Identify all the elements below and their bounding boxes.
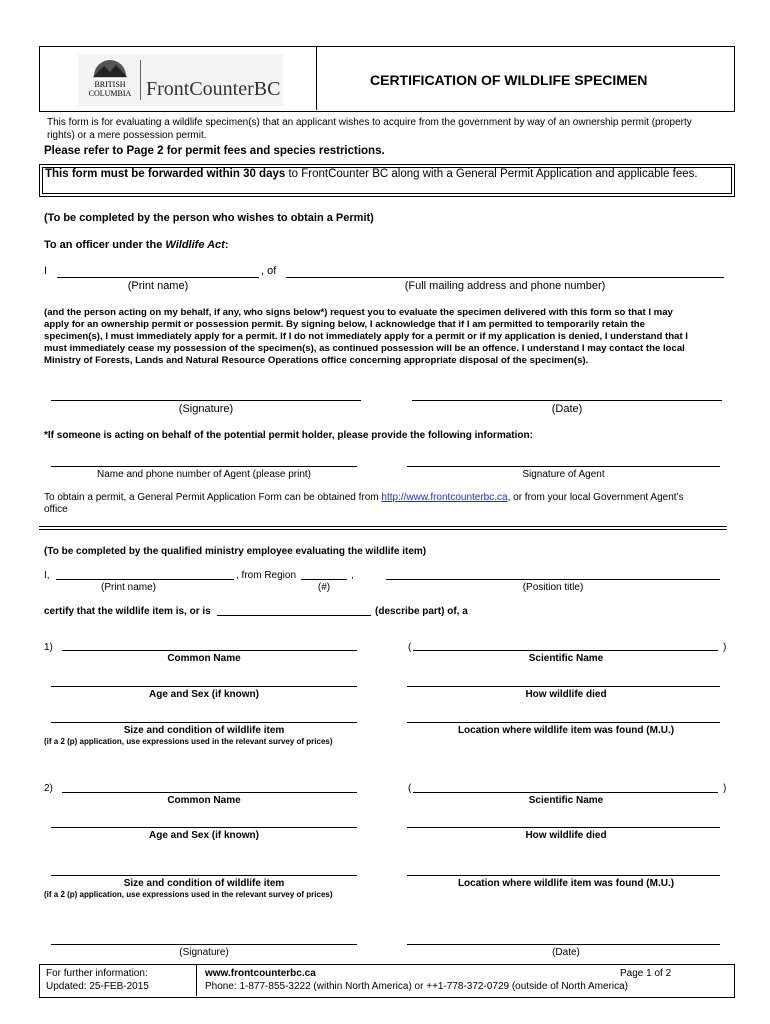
scientific-name-caption: Scientific Name — [528, 795, 604, 806]
obtain-line2: office — [44, 504, 68, 515]
scientific-name-field[interactable] — [413, 650, 718, 651]
region-caption: (#) — [317, 582, 331, 593]
ministry-date-caption: (Date) — [552, 947, 580, 958]
declaration-line: specimen(s), I must immediately apply for a permit. If I do not immediately apply for a permit or if my application is denied, I understand that I — [44, 331, 688, 342]
wildlife-act: Wildlife Act — [165, 239, 225, 251]
applicant-section-heading: (To be completed by the person who wishes to obtain a Permit) — [44, 212, 374, 224]
footer-divider — [196, 964, 197, 996]
position-title-field[interactable] — [386, 579, 720, 580]
location-caption: Location where wildlife item was found (M.U.) — [457, 878, 675, 889]
frontcounter-link[interactable]: http://www.frontcounterbc.ca — [381, 492, 508, 503]
how-died-caption: How wildlife died — [525, 689, 607, 700]
footer-info-label: For further information: — [46, 968, 148, 979]
location-caption: Location where wildlife item was found (M.U.) — [457, 725, 675, 736]
purpose-line2: rights) or a mere possession permit. — [47, 130, 207, 141]
logo-separator — [140, 60, 141, 100]
obtain-prefix: To obtain a permit, a General Permit Application Form can be obtained from — [44, 492, 382, 503]
size-note: (if a 2 (p) application, use expressions used in the relevant survey of prices) — [44, 890, 333, 899]
section-divider — [39, 526, 727, 530]
from-region-label: , from Region — [236, 570, 297, 581]
ministry-signature-field[interactable] — [51, 944, 357, 945]
size-condition-field[interactable] — [51, 875, 357, 876]
paren-close: ) — [723, 783, 727, 794]
sun-mountain-icon — [90, 56, 130, 82]
common-name-field[interactable] — [62, 650, 357, 651]
common-name-field[interactable] — [62, 792, 357, 793]
size-note: (if a 2 (p) application, use expressions used in the relevant survey of prices) — [44, 737, 333, 746]
logo-brand — [146, 78, 280, 101]
bc-logo — [78, 54, 283, 106]
declaration-text — [44, 307, 688, 367]
size-condition-caption: Size and condition of wildlife item — [123, 878, 285, 889]
ministry-name-field[interactable] — [56, 579, 234, 580]
region-field[interactable] — [301, 579, 347, 580]
applicant-address-field[interactable] — [286, 277, 724, 278]
forward-notice-bold: This form must be forwarded within 30 days — [45, 168, 286, 180]
obtain-suffix: , or from your local Government Agent’s — [507, 492, 684, 503]
item-number: 1) — [44, 642, 53, 653]
age-sex-field[interactable] — [51, 827, 357, 828]
paren-open: ( — [408, 642, 412, 653]
applicant-name-field[interactable] — [57, 277, 259, 278]
agent-name-caption: Name and phone number of Agent (please print) — [96, 469, 312, 480]
signature-caption: (Signature) — [178, 403, 234, 415]
forward-notice — [45, 168, 698, 180]
how-died-field[interactable] — [407, 827, 720, 828]
ministry-signature-caption: (Signature) — [179, 947, 229, 958]
to-officer-line — [44, 239, 228, 251]
ministry-section-heading: (To be completed by the qualified ministry employee evaluating the wildlife item) — [44, 546, 427, 557]
to-officer-suffix: : — [224, 239, 229, 251]
age-sex-field[interactable] — [51, 686, 357, 687]
fees-note: Please refer to Page 2 for permit fees and species restrictions. — [44, 145, 385, 157]
size-condition-field[interactable] — [51, 722, 357, 723]
footer-page: Page 1 of 2 — [620, 968, 672, 979]
agent-note: *If someone is acting on behalf of the potential permit holder, please provide the following information: — [44, 430, 533, 441]
ministry-date-field[interactable] — [407, 944, 720, 945]
date-caption: (Date) — [551, 403, 583, 415]
footer-website[interactable]: www.frontcounterbc.ca — [205, 968, 316, 979]
agent-signature-field[interactable] — [407, 466, 720, 467]
applicant-date-field[interactable] — [412, 400, 722, 401]
forward-notice-rest: to FrontCounter BC along with a General Permit Application and applicable fees. — [285, 168, 698, 180]
age-sex-caption: Age and Sex (if known) — [148, 689, 259, 700]
scientific-name-field[interactable] — [413, 792, 718, 793]
agent-name-field[interactable] — [51, 466, 357, 467]
of-label: , of — [261, 265, 277, 277]
agent-signature-caption: Signature of Agent — [522, 469, 605, 480]
age-sex-caption: Age and Sex (if known) — [148, 830, 259, 841]
i-label: I — [44, 265, 48, 277]
common-name-caption: Common Name — [167, 795, 241, 806]
position-caption: (Position title) — [522, 582, 584, 593]
wildlife-part-field[interactable] — [217, 615, 371, 616]
declaration-line: must immediately cease my possession of the specimen(s), as continued possession will be an offence. I understand I may contact the local — [44, 343, 685, 354]
scientific-name-caption: Scientific Name — [528, 653, 604, 664]
location-field[interactable] — [407, 722, 720, 723]
ministry-i-label: I, — [44, 570, 50, 581]
ministry-print-name-caption: (Print name) — [100, 582, 156, 593]
declaration-line: Ministry of Forests, Lands and Natural Resource Operations office concerning appropriate disposal of the specimen(s). — [44, 355, 589, 366]
declaration-line: apply for an ownership permit or possession permit. By signing below, I acknowledge that if I am permitted to temporarily retain the — [44, 319, 645, 330]
obtain-permit-text — [44, 492, 684, 503]
location-field[interactable] — [407, 875, 720, 876]
certify-suffix: (describe part) of, a — [375, 606, 468, 617]
footer-updated: Updated: 25-FEB-2015 — [46, 981, 149, 992]
logo-brand-text: FrontCounter — [146, 78, 254, 100]
applicant-signature-field[interactable] — [51, 400, 361, 401]
paren-close: ) — [723, 642, 727, 653]
footer-phone: Phone: 1-877-855-3222 (within North America) or ++1-778-372-0729 (outside of North America) — [205, 981, 629, 992]
declaration-line: (and the person acting on my behalf, if any, who signs below*) request you to evaluate the specimen delivered with this form so that I may — [44, 307, 673, 318]
logo-brand-suffix: BC — [253, 78, 281, 100]
to-officer-prefix: To an officer under the — [44, 239, 166, 251]
address-caption: (Full mailing address and phone number) — [404, 280, 606, 292]
logo-province-line2: COLUMBIA — [88, 89, 132, 98]
item-number: 2) — [44, 783, 53, 794]
paren-open: ( — [408, 783, 412, 794]
common-name-caption: Common Name — [167, 653, 241, 664]
size-condition-caption: Size and condition of wildlife item — [123, 725, 285, 736]
logo-province-line1: BRITISH — [94, 80, 126, 89]
region-comma: , — [351, 570, 354, 581]
how-died-caption: How wildlife died — [525, 830, 607, 841]
certify-prefix: certify that the wildlife item is, or is — [44, 606, 211, 617]
header-divider — [316, 46, 317, 110]
form-title: CERTIFICATION OF WILDLIFE SPECIMEN — [370, 72, 648, 88]
how-died-field[interactable] — [407, 686, 720, 687]
print-name-caption: (Print name) — [127, 280, 189, 292]
purpose-line1: This form is for evaluating a wildlife specimen(s) that an applicant wishes to acquire from the government by way of an ownership permit (property — [47, 117, 692, 128]
